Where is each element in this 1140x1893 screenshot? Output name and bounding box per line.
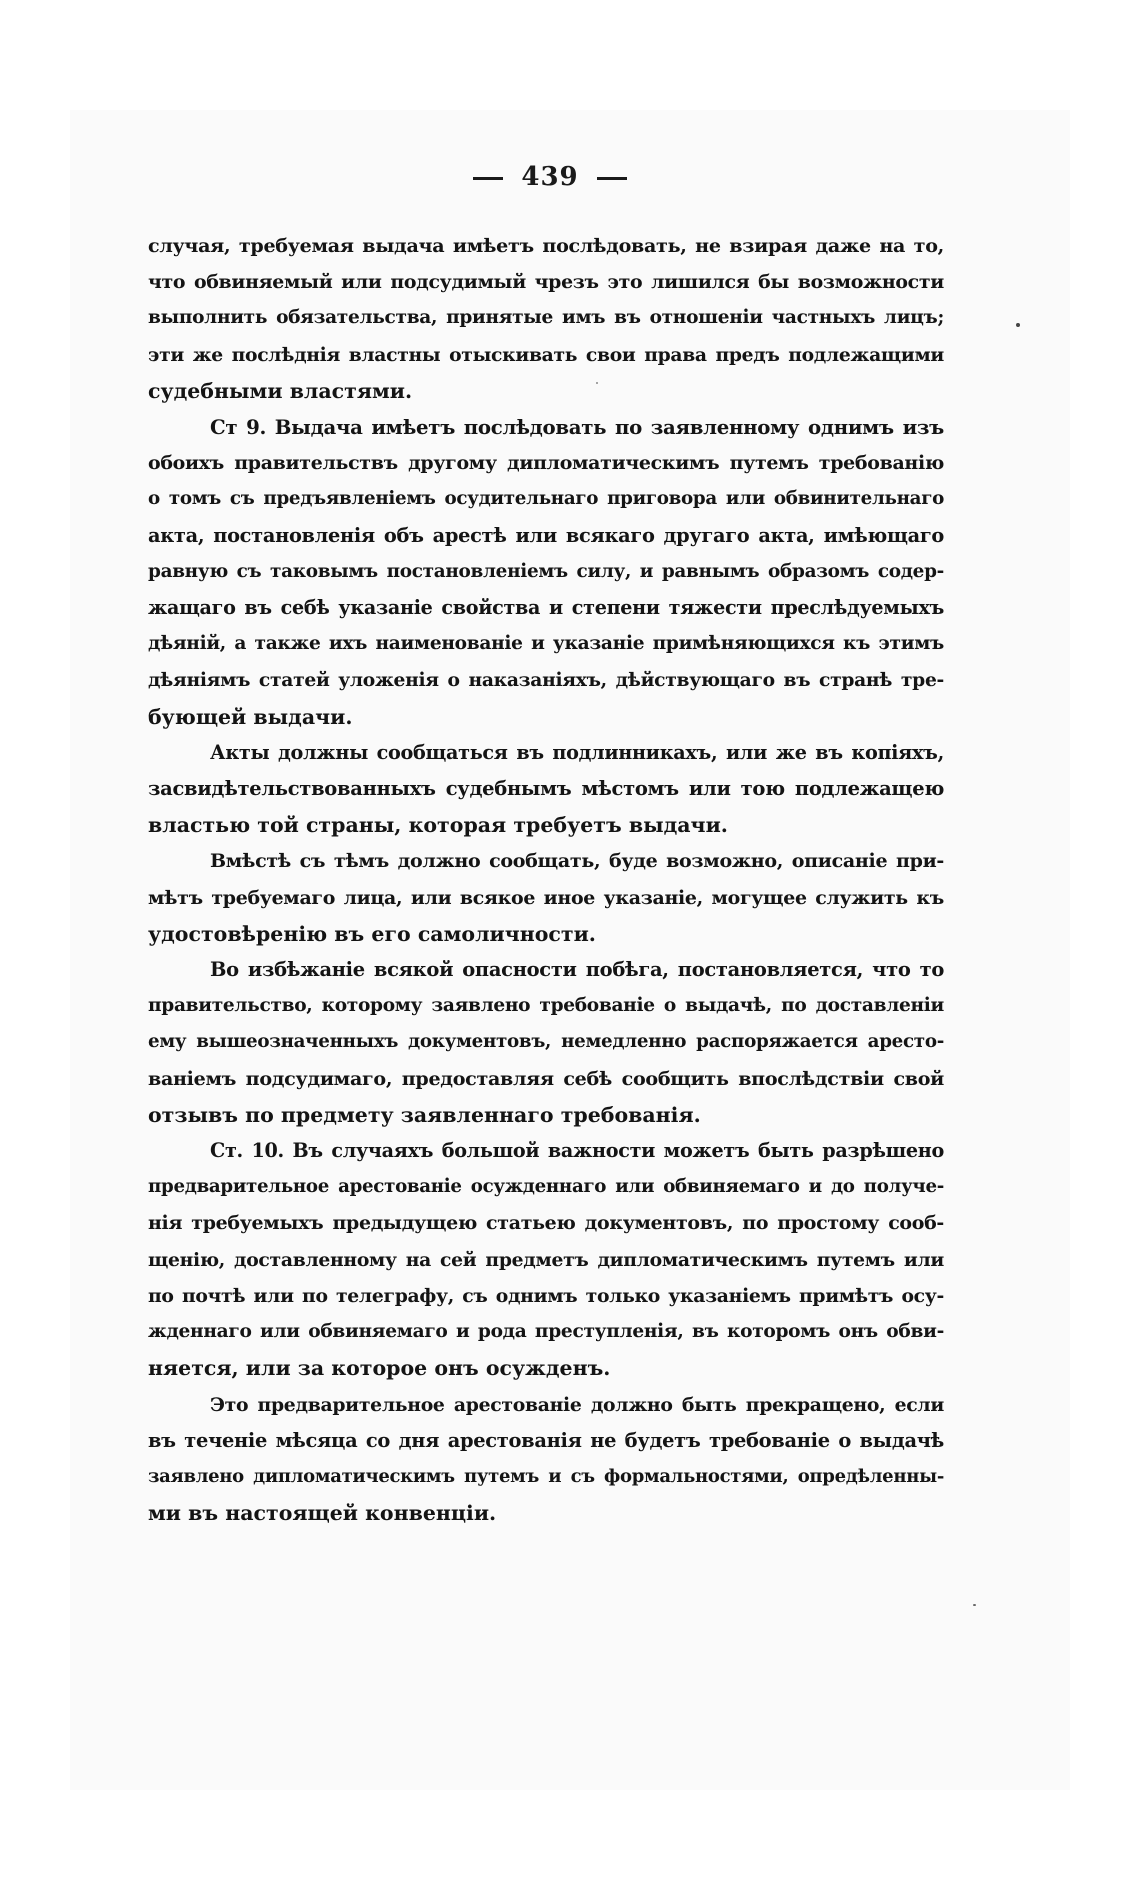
text-line: заявлено дипломатическимъ путемъ и съ формальностями, опредѣленны- [148,1465,944,1487]
text-line: засвидѣтельствованныхъ судебнымъ мѣстомъ или тою подлежащею [148,777,944,801]
text-line: удостовѣренію въ его самоличности. [148,921,596,946]
text-line: эти же послѣднія властны отыскивать свои права предъ подлежащими [148,343,944,366]
text-line: дѣяніямъ статей уложенія о наказаніяхъ, дѣйствующаго въ странѣ тре- [148,669,944,692]
text-line: случая, требуемая выдача имѣетъ послѣдовать, не взирая даже на то, [148,234,944,257]
left-dash [473,177,503,180]
paragraph-1 [148,228,944,409]
speck-mark [1016,323,1020,327]
paragraph-provisional-arrest [148,1387,944,1532]
text-line: Ст 9. Выдача имѣетъ послѣдовать по заявленному однимъ изъ [210,415,944,440]
text-line: равную съ таковымъ постановленіемъ силу, и равнымъ образомъ содер- [148,560,944,582]
text-line: властью той страны, которая требуетъ выдачи. [148,813,728,838]
text-line: мѣтъ требуемаго лица, или всякое иное указаніе, могущее служить къ [148,886,944,909]
text-line: жащаго въ себѣ указаніе свойства и степени тяжести преслѣдуемыхъ [148,596,944,620]
text-line: обоихъ правительствъ другому дипломатическимъ путемъ требованію [148,452,944,475]
text-line: выполнить обязательства, принятые имъ въ отношеніи частныхъ лицъ; [148,307,944,329]
text-line: судебными властями. [148,378,413,403]
text-line: по почтѣ или по телеграфу, съ однимъ только указаніемъ примѣтъ осу- [148,1284,944,1307]
text-line: Вмѣстѣ съ тѣмъ должно сообщать, буде возможно, описаніе при- [210,850,944,873]
right-dash [597,177,627,180]
text-line: акта, постановленія объ арестѣ или всякаго другаго акта, имѣющаго [148,523,944,547]
text-line: ми въ настоящей конвенціи. [148,1501,497,1526]
text-line: дѣяній, а также ихъ наименованіе и указаніе примѣняющихся къ этимъ [148,633,944,655]
paragraph-acts [148,735,944,844]
body-text [148,228,944,1531]
text-line: о томъ съ предъявленіемъ осудительнаго приговора или обвинительнаго [148,488,944,510]
text-line: нія требуемыхъ предыдущею статьею документовъ, по простому сооб- [148,1212,944,1235]
text-line: Ст. 10. Въ случаяхъ большой важности можетъ быть разрѣшено [210,1139,944,1163]
text-line: щенію, доставленному на сей предметъ дипломатическимъ путемъ или [148,1248,944,1271]
text-line: предварительное арестованіе осужденнаго или обвиняемаго и до получе- [148,1176,944,1198]
text-line: Акты должны сообщаться въ подлинникахъ, или же въ копіяхъ, [210,740,944,764]
page-number: 439 [521,162,579,192]
text-line: ваніемъ подсудимаго, предоставляя себѣ сообщить впослѣдствіи свой [148,1067,944,1090]
paragraph-description [148,843,944,952]
page-number-header [0,162,1100,192]
text-line: няется, или за которое онъ осужденъ. [148,1356,611,1381]
text-line: жденнаго или обвиняемаго и рода преступленія, въ которомъ онъ обви- [148,1321,944,1343]
paragraph-escape [148,952,944,1133]
text-line: что обвиняемый или подсудимый чрезъ это лишился бы возможности [148,271,944,294]
text-line: въ теченіе мѣсяца со дня арестованія не будетъ требованіе о выдачѣ [148,1428,944,1452]
paragraph-article-10 [148,1133,944,1386]
text-line: Это предварительное арестованіе должно быть прекращено, если [210,1393,944,1416]
text-line: правительство, которому заявлено требованіе о выдачѣ, по доставленіи [148,995,944,1017]
text-line: ему вышеозначенныхъ документовъ, немедленно распоряжается аресто- [148,1031,944,1053]
paragraph-article-9 [148,409,944,735]
text-line: Во избѣжаніе всякой опасности побѣга, постановляется, что то [210,958,944,982]
text-line: отзывъ по предмету заявленнаго требованія. [148,1102,701,1127]
speck-mark [973,1604,976,1606]
text-line: бующей выдачи. [148,704,353,729]
speck-mark [596,382,598,384]
